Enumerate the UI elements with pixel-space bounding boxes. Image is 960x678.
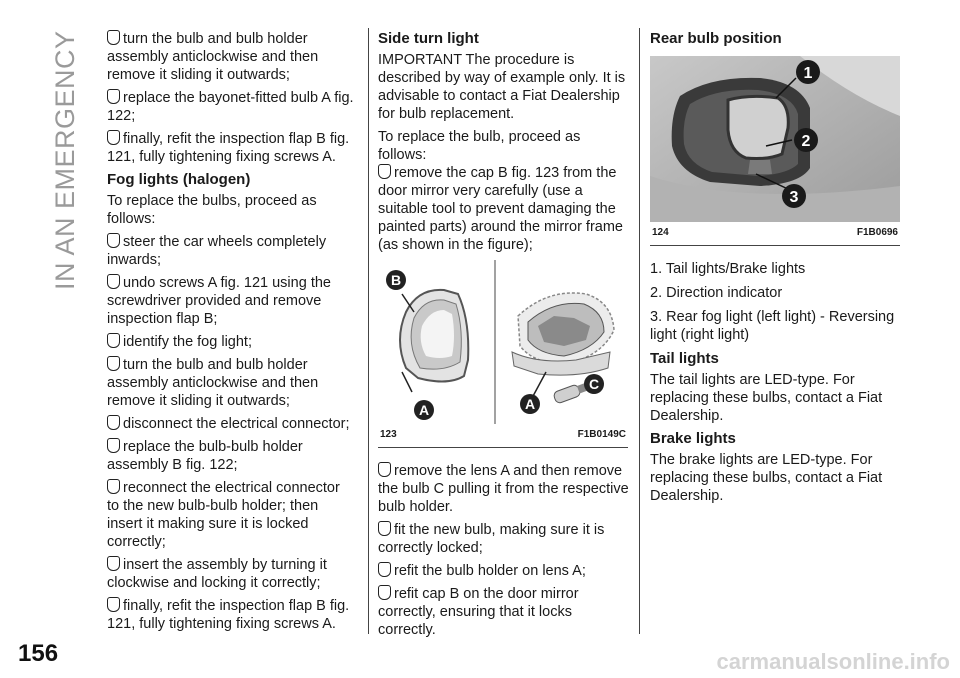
bulb-icon	[107, 333, 120, 348]
bulb-icon	[107, 89, 120, 104]
column-2	[378, 30, 630, 644]
list-item: turn the bulb and bulb holder assembly anticlockwise and then remove it sliding it outwards;	[107, 31, 319, 83]
figure-number: 123	[380, 429, 397, 440]
list-item: insert the assembly by turning it clockwise and locking it correctly;	[107, 557, 327, 591]
bulb-icon	[107, 233, 120, 248]
column-divider	[368, 28, 369, 634]
bulb-icon	[378, 164, 391, 179]
bulb-icon	[107, 415, 120, 430]
bulb-icon	[107, 274, 120, 289]
bulb-icon	[378, 562, 391, 577]
bulb-icon	[378, 521, 391, 536]
mirror-illustration	[378, 260, 628, 424]
label-c: C	[588, 376, 600, 392]
section-heading: Rear bulb position	[650, 30, 782, 47]
page-number: 156	[18, 640, 59, 667]
list-item: fit the new bulb, making sure it is correctly locked;	[378, 522, 605, 556]
bulb-icon	[378, 462, 391, 477]
callout-2: 2	[801, 133, 811, 150]
legend-item: 3. Rear fog light (left light) - Reversing light (right light)	[650, 309, 895, 343]
figure-number: 124	[652, 227, 669, 238]
list-item: remove the cap B fig. 123 from the door mirror very carefully (use a suitable tool to prevent damaging the painted parts) around the mirror frame (as shown in the figure);	[378, 165, 623, 253]
bulb-icon	[107, 438, 120, 453]
list-item: refit cap B on the door mirror correctly, ensuring that it locks correctly.	[378, 586, 579, 638]
bulb-icon	[107, 356, 120, 371]
legend-item: 2. Direction indicator	[650, 285, 783, 301]
label-a: A	[524, 396, 536, 412]
list-item: steer the car wheels completely inwards;	[107, 234, 327, 268]
list-item: identify the fog light;	[107, 333, 355, 351]
list-item: reconnect the electrical connector to the new bulb-bulb holder; then insert it making sure it is locked correctly;	[107, 480, 340, 550]
list-item: finally, refit the inspection flap B fig. 121, fully tightening fixing screws A.	[107, 598, 350, 632]
callout-1: 1	[803, 65, 813, 82]
section-tab: IN AN EMERGENCY	[50, 30, 80, 290]
list-item: disconnect the electrical connector;	[107, 415, 355, 433]
column-3	[650, 30, 900, 510]
watermark: carmanualsonline.info	[716, 649, 950, 674]
important-note: IMPORTANT The procedure is described by way of example only. It is advisable to contact a Fiat Dealership for bulb replacement.	[378, 52, 626, 122]
column-1	[107, 30, 355, 638]
intro-text: To replace the bulbs, proceed as follows:	[107, 193, 317, 227]
bulb-icon	[378, 585, 391, 600]
list-item: replace the bulb-bulb holder assembly B fig. 122;	[107, 439, 303, 473]
intro-text: To replace the bulb, proceed as follows:	[378, 129, 581, 163]
legend-item: 1. Tail lights/Brake lights	[650, 261, 806, 277]
label-b: B	[390, 272, 402, 288]
bulb-icon	[107, 597, 120, 612]
list-item: turn the bulb and bulb holder assembly anticlockwise and then remove it sliding it outwards;	[107, 357, 319, 409]
bulb-icon	[107, 479, 120, 494]
bulb-icon	[107, 556, 120, 571]
rear-light-illustration	[650, 56, 900, 222]
paragraph: The brake lights are LED-type. For replacing these bulbs, contact a Fiat Dealership.	[650, 452, 883, 504]
bulb-icon	[107, 130, 120, 145]
callout-3: 3	[789, 189, 799, 206]
list-item: refit the bulb holder on lens A;	[378, 562, 630, 580]
figure-124	[650, 56, 900, 246]
figure-caption	[650, 222, 900, 245]
paragraph: The tail lights are LED-type. For replacing these bulbs, contact a Fiat Dealership.	[650, 372, 883, 424]
figure-code: F1B0696	[856, 227, 898, 238]
list-item: undo screws A fig. 121 using the screwdriver provided and remove inspection flap B;	[107, 275, 331, 327]
section-heading: Side turn light	[378, 30, 479, 47]
column-divider	[639, 28, 640, 634]
figure-caption	[378, 424, 628, 447]
section-heading: Brake lights	[650, 430, 736, 447]
figure-legend	[650, 260, 900, 344]
section-heading: Fog lights (halogen)	[107, 171, 251, 188]
figure-code: F1B0149C	[577, 429, 626, 440]
section-heading: Tail lights	[650, 350, 719, 367]
label-a: A	[418, 402, 430, 418]
list-item: finally, refit the inspection flap B fig. 121, fully tightening fixing screws A.	[107, 131, 350, 165]
bulb-icon	[107, 30, 120, 45]
steps-list	[378, 462, 630, 639]
figure-123	[378, 260, 628, 448]
list-item: remove the lens A and then remove the bulb C pulling it from the respective bulb holder.	[378, 463, 629, 515]
list-item: replace the bayonet-fitted bulb A fig. 122;	[107, 90, 354, 124]
